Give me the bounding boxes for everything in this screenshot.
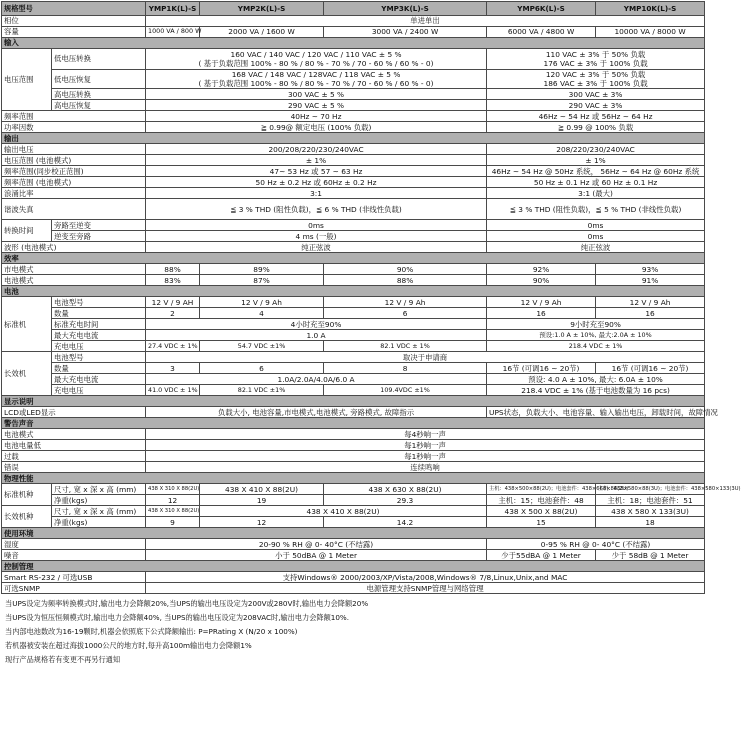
table-cell: 12 <box>200 517 324 528</box>
table-cell: 12 V / 9 Ah <box>200 297 324 308</box>
table-cell: 120 VAC ± 3% 于 50% 负载 186 VAC ± 3% 于 100% 负载 <box>487 70 705 89</box>
table-cell: 290 VAC ± 5 % <box>146 100 487 111</box>
table-row <box>2 572 705 583</box>
table-cell: 290 VAC ± 3% <box>487 100 705 111</box>
table-cell: 纯正弦波 <box>146 242 487 253</box>
table-row <box>2 418 705 429</box>
row-label: 可选SNMP <box>2 583 146 594</box>
table-row <box>2 286 705 297</box>
table-row <box>2 144 705 155</box>
table-cell: 160 VAC / 140 VAC / 120 VAC / 110 VAC ± 5 % ( 基于负载范围 100% - 80 % / 80 % - 70 % / 70 - 60 % / 60 % - 0) <box>146 49 487 70</box>
table-cell: ≧ 0.99 @ 100% 负载 <box>487 122 705 133</box>
table-cell: 29.3 <box>324 495 487 506</box>
table-cell: 1.0A/2.0A/4.0A/6.0 A <box>146 374 487 385</box>
row-label: 过载 <box>2 451 146 462</box>
table-cell: 109.4VDC ±1% <box>324 385 487 396</box>
table-row <box>2 539 705 550</box>
table-cell: 90% <box>487 275 596 286</box>
footnote: 若机器被安装在超过海拔1000公尺的地方时,每升高100m输出电力会降额1% <box>5 641 252 651</box>
table-cell: 54.7 VDC ±1% <box>200 341 324 352</box>
table-cell: 预设: 4.0 A ± 10%, 最大: 6.0A ± 10% <box>487 374 705 385</box>
row-label: 电池模式 <box>2 429 146 440</box>
table-row <box>2 27 705 38</box>
table-row <box>2 199 705 220</box>
table-cell: 27.4 VDC ± 1% <box>146 341 200 352</box>
table-cell: 2000 VA / 1600 W <box>200 27 324 38</box>
table-cell: ± 1% <box>146 155 487 166</box>
table-cell: 少于 58dB @ 1 Meter <box>596 550 705 561</box>
table-row <box>2 220 705 231</box>
footnote: 当UPS设为恒压恒频模式时,输出电力会降额40%, 当UPS的输出电压设定为208VAC时,输出电力会降额10%. <box>5 613 350 623</box>
table-row <box>2 166 705 177</box>
table-cell: 4 <box>200 308 324 319</box>
table-cell: 438 X 500 X 88(2U) <box>487 506 596 517</box>
table-row <box>2 330 705 341</box>
table-cell: 0ms <box>487 220 705 231</box>
table-row <box>2 407 705 418</box>
row-label: 标准机 <box>2 297 52 352</box>
table-row <box>2 16 705 27</box>
section-header: 控制管理 <box>2 561 705 572</box>
row-label: 充电电压 <box>52 385 146 396</box>
table-row <box>2 528 705 539</box>
table-row <box>2 253 705 264</box>
row-label: 数量 <box>52 308 146 319</box>
table-row <box>2 231 705 242</box>
table-cell: 40Hz ~ 70 Hz <box>146 111 487 122</box>
row-label: 数量 <box>52 363 146 374</box>
table-cell: 110 VAC ± 3% 于 50% 负载 176 VAC ± 3% 于 100% 负载 <box>487 49 705 70</box>
table-cell: 16节 (可调16 ~ 20节) <box>487 363 596 374</box>
table-cell: 0ms <box>487 231 705 242</box>
table-row <box>2 374 705 385</box>
table-cell: 每1秒响一声 <box>146 451 705 462</box>
row-label: 逆变至旁路 <box>52 231 146 242</box>
table-cell: 主机：438×500×88(2U)；电池套件：438×668×88(2U) <box>487 484 596 495</box>
row-label: 电压范围 <box>2 49 52 111</box>
row-label: 长效机 <box>2 352 52 396</box>
table-cell: 0-95 % RH @ 0- 40°C (不结露) <box>487 539 705 550</box>
table-row <box>2 264 705 275</box>
table-row <box>2 111 705 122</box>
row-label: 浪涌比率 <box>2 188 146 199</box>
table-cell: 18 <box>596 517 705 528</box>
table-cell: 纯正弦波 <box>487 242 705 253</box>
table-row <box>2 70 705 89</box>
table-cell: 6 <box>324 308 487 319</box>
table-cell: 9小时充至90% <box>487 319 705 330</box>
table-cell: 支持Windows® 2000/2003/XP/Vista/2008,Windows® 7/8,Linux,Unix,and MAC <box>146 572 705 583</box>
table-cell: 12 V / 9 Ah <box>324 297 487 308</box>
table-row <box>2 122 705 133</box>
table-cell: 91% <box>596 275 705 286</box>
table-cell: 83% <box>146 275 200 286</box>
table-cell: 12 V / 9 Ah <box>487 297 596 308</box>
table-row <box>2 473 705 484</box>
table-cell: 47~ 53 Hz 或 57 ~ 63 Hz <box>146 166 487 177</box>
table-cell: 90% <box>324 264 487 275</box>
table-cell: 主机：18；电池套件：51 <box>596 495 705 506</box>
row-label: 低电压恢复 <box>52 70 146 89</box>
row-label: 频率范围 <box>2 111 146 122</box>
row-label: 波形 (电池模式) <box>2 242 146 253</box>
table-row <box>2 100 705 111</box>
table-cell: 0ms <box>146 220 487 231</box>
table-cell: 12 V / 9 AH <box>146 297 200 308</box>
row-label: 功率因数 <box>2 122 146 133</box>
table-cell: 50 Hz ± 0.2 Hz 或 60Hz ± 0.2 Hz <box>146 177 487 188</box>
table-cell: 87% <box>200 275 324 286</box>
table-cell: 少于55dBA @ 1 Meter <box>487 550 596 561</box>
section-header: 使用环境 <box>2 528 705 539</box>
table-row <box>2 49 705 70</box>
row-label: 噪音 <box>2 550 146 561</box>
row-label: 相位 <box>2 16 146 27</box>
table-cell: 9 <box>146 517 200 528</box>
row-label: 谐波失真 <box>2 199 146 220</box>
table-row <box>2 155 705 166</box>
row-label: 频率范围 (电池模式) <box>2 177 146 188</box>
row-label: LCD或LED显示 <box>2 407 146 418</box>
table-row <box>2 133 705 144</box>
table-cell: 92% <box>487 264 596 275</box>
table-cell: 16节 (可调16 ~ 20节) <box>596 363 705 374</box>
footnote: 现行产品规格若有变更不再另行通知 <box>5 655 121 665</box>
table-row <box>2 308 705 319</box>
table-row <box>2 451 705 462</box>
table-cell: 连续鸣响 <box>146 462 705 473</box>
model-10k: YMP10K(L)-S <box>596 2 705 16</box>
table-row <box>2 297 705 308</box>
table-cell: 取决于申请商 <box>146 352 705 363</box>
row-label: 最大充电电流 <box>52 330 146 341</box>
table-row <box>2 319 705 330</box>
table-cell: 168 VAC / 148 VAC / 128VAC / 118 VAC ± 5 % ( 基于负载范围 100% - 80 % / 80 % - 70 % / 70 - 60 % / 60 % - 0) <box>146 70 487 89</box>
table-cell: 单进单出 <box>146 16 705 27</box>
table-row <box>2 517 705 528</box>
table-cell: 1.0 A <box>146 330 487 341</box>
table-cell: 218.4 VDC ± 1% <box>487 341 705 352</box>
table-row <box>2 385 705 396</box>
table-cell: 15 <box>487 517 596 528</box>
table-row <box>2 177 705 188</box>
table-row <box>2 275 705 286</box>
table-cell: 438 X 630 X 88(2U) <box>324 484 487 495</box>
table-cell: 尺寸, 宽 x 深 x 高 (mm) <box>52 506 146 517</box>
row-label: 错误 <box>2 462 146 473</box>
table-cell: 3000 VA / 2400 W <box>324 27 487 38</box>
table-cell: 每4秒响一声 <box>146 429 705 440</box>
table-cell: 4小时充至90% <box>146 319 487 330</box>
table-cell: 负载大小, 电池容量,市电模式,电池模式, 旁路模式, 故障指示 <box>146 407 487 418</box>
table-cell: 14.2 <box>324 517 487 528</box>
table-cell: 6000 VA / 4800 W <box>487 27 596 38</box>
row-label: 高电压恢复 <box>52 100 146 111</box>
table-row <box>2 38 705 49</box>
table-cell: 2 <box>146 308 200 319</box>
table-cell: 8 <box>324 363 487 374</box>
table-cell: 小于 50dBA @ 1 Meter <box>146 550 487 561</box>
table-cell: 主机：438×580×88(3U)；电池套件：438×580×133(3U) <box>596 484 705 495</box>
row-label: 湿度 <box>2 539 146 550</box>
footnotes <box>5 597 704 667</box>
table-cell: 12 V / 9 Ah <box>596 297 705 308</box>
row-label: 长效机种 <box>2 506 52 528</box>
row-label: 充电电压 <box>52 341 146 352</box>
table-cell: 1000 VA / 800 W <box>146 27 200 38</box>
table-row <box>2 352 705 363</box>
section-header: 输出 <box>2 133 705 144</box>
table-cell: 12 <box>146 495 200 506</box>
footnote: 当内部电池数改为16-19颗时,机器会依照底下公式降额输出: P=PRating X (N/20 x 100%) <box>5 627 298 637</box>
row-label: 频率范围(同步校正范围) <box>2 166 146 177</box>
table-cell: UPS状态，负载大小、电池容量、输入输出电压，卸载时间，故障情况 <box>487 407 705 418</box>
model-2k: YMP2K(L)-S <box>200 2 324 16</box>
section-header: 物理性能 <box>2 473 705 484</box>
table-cell: 尺寸, 宽 x 深 x 高 (mm) <box>52 484 146 495</box>
section-header: 显示说明 <box>2 396 705 407</box>
table-row <box>2 550 705 561</box>
table-cell: ≦ 3 % THD (阻性负载)，≦ 5 % THD (非线性负载) <box>487 199 705 220</box>
table-cell: 预设:1.0 A ± 10%, 最大:2.0A ± 10% <box>487 330 705 341</box>
row-label: 电压范围 (电池模式) <box>2 155 146 166</box>
table-row <box>2 341 705 352</box>
table-cell: 3:1 (最大) <box>487 188 705 199</box>
table-row <box>2 242 705 253</box>
table-cell: 3 <box>146 363 200 374</box>
section-header: 效率 <box>2 253 705 264</box>
table-cell: 电源管理支持SNMP管理与网络管理 <box>146 583 705 594</box>
table-cell: 300 VAC ± 3% <box>487 89 705 100</box>
table-cell: 16 <box>487 308 596 319</box>
table-cell: 200/208/220/230/240VAC <box>146 144 487 155</box>
model-6k: YMP6K(L)-S <box>487 2 596 16</box>
table-cell: 每1秒响一声 <box>146 440 705 451</box>
table-cell: 438 X 410 X 88(2U) <box>200 506 487 517</box>
table-cell: 41.0 VDC ± 1% <box>146 385 200 396</box>
table-cell: 46Hz ~ 54 Hz 或 56Hz ~ 64 Hz <box>487 111 705 122</box>
table-row <box>2 89 705 100</box>
table-row <box>2 429 705 440</box>
table-cell: 50 Hz ± 0.1 Hz 或 60 Hz ± 0.1 Hz <box>487 177 705 188</box>
table-row <box>2 462 705 473</box>
table-cell: 82.1 VDC ±1% <box>200 385 324 396</box>
row-label: 净重(kgs) <box>52 495 146 506</box>
row-label: 转换时间 <box>2 220 52 242</box>
table-cell: 82.1 VDC ± 1% <box>324 341 487 352</box>
row-label: 输出电压 <box>2 144 146 155</box>
table-row <box>2 440 705 451</box>
table-row <box>2 188 705 199</box>
table-cell: ≧ 0.99@ 额定电压 (100% 负载) <box>146 122 487 133</box>
table-cell: 20-90 % RH @ 0- 40°C (不结露) <box>146 539 487 550</box>
model-header: 规格型号 <box>2 2 146 16</box>
table-row <box>2 363 705 374</box>
row-label: 最大充电电流 <box>52 374 146 385</box>
table-cell: 主机：15；电池套件：48 <box>487 495 596 506</box>
row-label: 标准机种 <box>2 484 52 506</box>
table-cell: 6 <box>200 363 324 374</box>
model-1k: YMP1K(L)-S <box>146 2 200 16</box>
row-label: 电池电量低 <box>2 440 146 451</box>
spec-table <box>1 1 741 594</box>
footnote: 当UPS设定为频率转换模式时,输出电力会降额20%,当UPS的输出电压设定为200V或280V时,输出电力会降额20% <box>5 599 369 609</box>
row-label: 净重(kgs) <box>52 517 146 528</box>
table-cell: 19 <box>200 495 324 506</box>
table-cell: 旁路至逆变 <box>52 220 146 231</box>
table-cell: 88% <box>324 275 487 286</box>
table-cell: 低电压转换 <box>52 49 146 70</box>
table-cell: 218.4 VDC ± 1% (基于电池数量为 16 pcs) <box>487 385 705 396</box>
column-header-row <box>2 2 705 16</box>
table-cell: 438 X 410 X 88(2U) <box>200 484 324 495</box>
table-cell: 16 <box>596 308 705 319</box>
spec-body <box>2 16 741 594</box>
table-cell: ± 1% <box>487 155 705 166</box>
table-row <box>2 561 705 572</box>
table-cell: 电池型号 <box>52 352 146 363</box>
table-cell: 300 VAC ± 5 % <box>146 89 487 100</box>
table-cell: 438 X 310 X 88(2U) <box>146 484 200 495</box>
table-cell: 438 X 310 X 88(2U) <box>146 506 200 517</box>
table-cell: 88% <box>146 264 200 275</box>
row-label: 高电压转换 <box>52 89 146 100</box>
table-cell: 438 X 580 X 133(3U) <box>596 506 705 517</box>
table-row <box>2 495 705 506</box>
model-3k: YMP3K(L)-S <box>324 2 487 16</box>
row-label: 容量 <box>2 27 146 38</box>
table-row <box>2 506 705 517</box>
section-header: 输入 <box>2 38 705 49</box>
table-cell: 4 ms (一般) <box>146 231 487 242</box>
table-cell: ≦ 3 % THD (阻性负载)，≦ 6 % THD (非线性负载) <box>146 199 487 220</box>
table-cell: 89% <box>200 264 324 275</box>
row-label: Smart RS-232 / 可选USB <box>2 572 146 583</box>
table-cell: 3:1 <box>146 188 487 199</box>
table-row <box>2 396 705 407</box>
row-label: 标准充电时间 <box>52 319 146 330</box>
table-cell: 93% <box>596 264 705 275</box>
section-header: 警告声音 <box>2 418 705 429</box>
section-header: 电池 <box>2 286 705 297</box>
table-cell: 电池型号 <box>52 297 146 308</box>
table-cell: 46Hz ~ 54 Hz @ 50Hz 系统， 56Hz ~ 64 Hz @ 60Hz 系统 <box>487 166 705 177</box>
row-label: 市电模式 <box>2 264 146 275</box>
table-row <box>2 484 705 495</box>
table-cell: 10000 VA / 8000 W <box>596 27 705 38</box>
table-cell: 208/220/230/240VAC <box>487 144 705 155</box>
table-row <box>2 583 705 594</box>
row-label: 电池模式 <box>2 275 146 286</box>
